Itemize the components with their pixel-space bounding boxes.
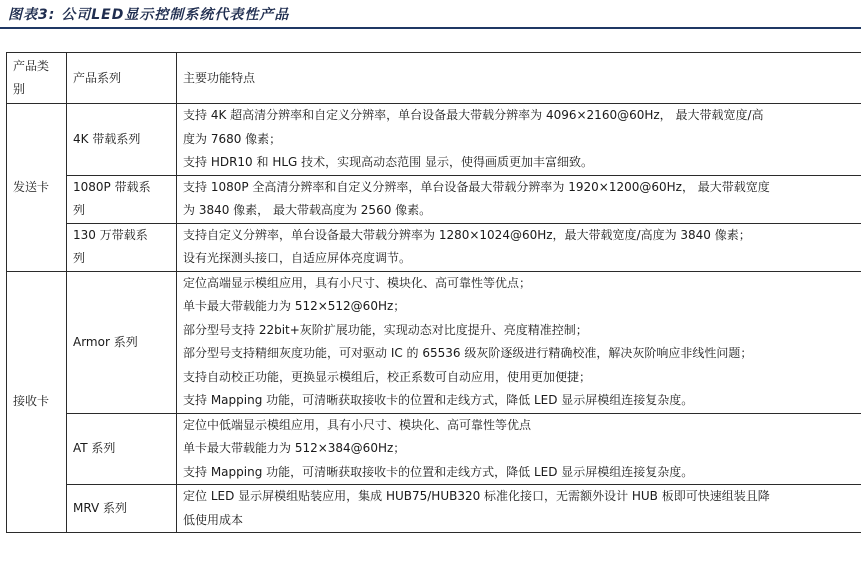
feature-line: 为 3840 像素， 最大带载高度为 2560 像素。 (183, 203, 432, 217)
feature-line: 支持自定义分辨率，单台设备最大带载分辨率为 1280×1024@60Hz，最大带载宽度/高度为 3840 像素； (183, 227, 751, 242)
header-features: 主要功能特点 (177, 53, 861, 104)
series-name: Armor 系列 (73, 334, 138, 349)
feature-line: 定位高端显示模组应用，具有小尺寸、模块化、高可靠性等优点； (183, 275, 532, 290)
table-row (7, 271, 861, 413)
features-cell (177, 223, 861, 271)
feature-line: 支持自动校正功能，更换显示模组后，校正系数可自动应用，使用更加便捷； (183, 369, 592, 384)
table-row (7, 104, 861, 176)
feature-line: 定位 LED 显示屏模组贴装应用，集成 HUB75/HUB320 标准化接口，无需额外设计 HUB 板即可快速组装且降 (183, 489, 770, 503)
feature-line: 支持 Mapping 功能，可清晰获取接收卡的位置和走线方式，降低 LED 显示屏模组连接复杂度。 (183, 464, 694, 479)
series-name: 4K 带载系列 (73, 131, 141, 146)
feature-line: 部分型号支持 22bit+灰阶扩展功能，实现动态对比度提升、亮度精准控制； (183, 322, 588, 337)
title-divider (0, 27, 861, 29)
series-cell (67, 485, 177, 533)
series-name: AT 系列 (73, 441, 116, 456)
feature-line: 支持 1080P 全高清分辨率和自定义分辨率，单台设备最大带载分辨率为 1920×1200@60Hz， 最大带载宽度 (183, 179, 770, 194)
table-row (7, 175, 861, 223)
feature-line: 度为 7680 像素； (183, 131, 282, 146)
feature-line: 部分型号支持精细灰度功能，可对驱动 IC 的 65536 级灰阶逐级进行精确校准，解决灰阶响应非线性问题； (183, 346, 753, 360)
category-receiver-card: 接收卡 (7, 271, 67, 533)
feature-line: 支持 Mapping 功能，可清晰获取接收卡的位置和走线方式，降低 LED 显示屏模组连接复杂度。 (183, 393, 694, 407)
table-row (7, 223, 861, 271)
feature-line: 设有光探测头接口，自适应屏体亮度调节。 (183, 251, 412, 265)
header-series: 产品系列 (67, 53, 177, 104)
series-cell (67, 271, 177, 413)
feature-line: 定位中低端显示模组应用，具有小尺寸、模块化、高可靠性等优点 (183, 417, 532, 432)
header-category: 产品类别 (7, 53, 67, 104)
feature-line: 低使用成本 (183, 512, 244, 527)
series-name-cont: 列 (73, 251, 86, 265)
series-name: MRV 系列 (73, 501, 128, 515)
feature-line: 单卡最大带载能力为 512×384@60Hz； (183, 441, 406, 455)
series-name-cont: 列 (73, 203, 86, 217)
series-cell (67, 175, 177, 223)
series-cell (67, 104, 177, 176)
table-header-row (7, 53, 861, 104)
series-name: 1080P 带载系 (73, 180, 151, 194)
features-cell (177, 271, 861, 413)
features-cell (177, 175, 861, 223)
table-row (7, 485, 861, 533)
feature-line: 单卡最大带载能力为 512×512@60Hz； (183, 299, 406, 313)
table-row (7, 413, 861, 485)
product-table (6, 52, 861, 533)
feature-line: 支持 4K 超高清分辨率和自定义分辨率，单台设备最大带载分辨率为 4096×2160@60Hz， 最大带载宽度/高 (183, 108, 764, 122)
series-name: 130 万带载系 (73, 228, 148, 242)
series-cell (67, 223, 177, 271)
features-cell (177, 104, 861, 176)
features-cell (177, 485, 861, 533)
category-sender-card: 发送卡 (7, 104, 67, 272)
series-cell (67, 413, 177, 485)
figure-title: 图表3: 公司LED显示控制系统代表性产品 (8, 7, 290, 23)
features-cell (177, 413, 861, 485)
feature-line: 支持 HDR10 和 HLG 技术，实现高动态范围 显示，使得画质更加丰富细致。 (183, 155, 593, 169)
